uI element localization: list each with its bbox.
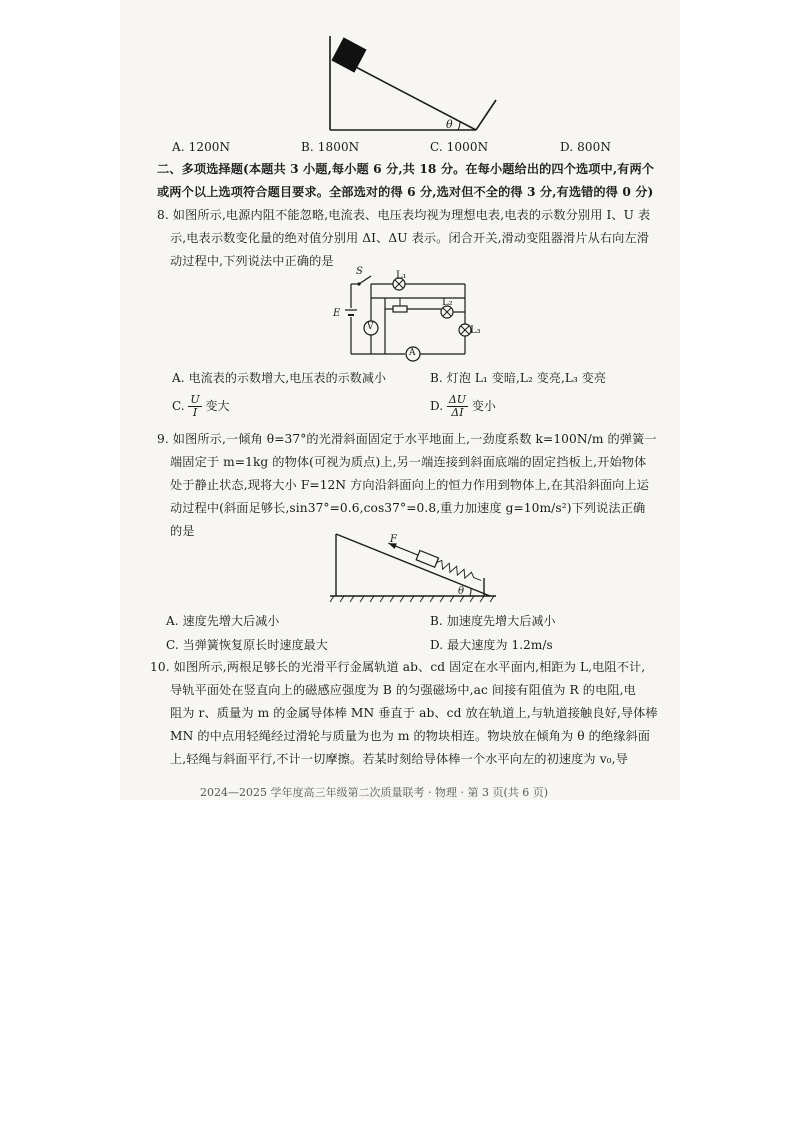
q8-lamp1-label: L₁ — [396, 270, 407, 281]
section2-heading-line1: 二、多项选择题(本题共 3 小题,每小题 6 分,共 18 分。在每小题给出的四个选项中,有两个 — [157, 162, 655, 176]
q8-option-d — [430, 394, 496, 419]
q9-option-b: B. 加速度先增大后减小 — [430, 614, 556, 628]
footer-clip — [160, 778, 640, 799]
q7-option-d: D. 800N — [560, 140, 611, 154]
page-footer: 2024—2025 学年度高三年级第二次质量联考 · 物理 · 第 3 页(共 6 页) — [200, 786, 549, 799]
section2-heading-line2: 或两个以上选项符合题目要求。全部选对的得 6 分,选对但不全的得 3 分,有选错的得 0 分) — [157, 185, 654, 199]
q10-stem-line5: 上,轻绳与斜面平行,不计一切摩擦。若某时刻给导体棒一个水平向左的初速度为 v₀,导 — [170, 752, 628, 766]
q7-option-b: B. 1800N — [301, 140, 360, 154]
q9-option-d: D. 最大速度为 1.2m/s — [430, 638, 553, 652]
q7-incline-figure — [320, 36, 520, 136]
q10-stem-line3: 阻为 r、质量为 m 的金属导体棒 MN 垂直于 ab、cd 放在轨道上,与轨道接触良好,导体棒 — [170, 706, 658, 720]
q9-option-c: C. 当弹簧恢复原长时速度最大 — [166, 638, 328, 652]
q8-option-c — [172, 394, 230, 419]
q8-stem-line1: 8. 如图所示,电源内阻不能忽略,电流表、电压表均视为理想电表,电表的示数分别用 I、U 表 — [157, 208, 651, 222]
q10-stem-line2: 导轨平面处在竖直向上的磁感应强度为 B 的匀强磁场中,ac 间接有阻值为 R 的电阻,电 — [170, 683, 636, 697]
q8-switch-label: S — [356, 266, 363, 277]
q9-stem-line4: 动过程中(斜面足够长,sin37°=0.6,cos37°=0.8,重力加速度 g=10m/s²)下列说法正确 — [170, 501, 646, 515]
q8-lamp3-label: L₃ — [470, 325, 481, 336]
q9-stem-line5: 的是 — [170, 524, 195, 538]
q8-option-d-suffix: 变小 — [471, 399, 496, 413]
q10-stem-line4: MN 的中点用轻绳经过滑轮与质量为也为 m 的物块相连。物块放在倾角为 θ 的绝缘斜面 — [170, 729, 651, 743]
q9-option-a: A. 速度先增大后减小 — [166, 614, 280, 628]
q8-option-c-suffix: 变大 — [205, 399, 230, 413]
q8-lamp2-label: L₂ — [442, 297, 453, 308]
q7-option-a: A. 1200N — [172, 140, 231, 154]
q8-option-c-numerator: U — [190, 393, 200, 406]
q10-stem-line1: 10. 如图所示,两根足够长的光滑平行金属轨道 ab、cd 固定在水平面内,相距为 L,电阻不计, — [150, 660, 646, 674]
q8-voltmeter-label: V — [367, 322, 374, 332]
q8-option-c-fraction — [188, 394, 201, 419]
q7-option-c: C. 1000N — [430, 140, 489, 154]
q8-option-c-denominator: I — [192, 406, 198, 419]
q8-option-d-prefix: D. — [430, 399, 444, 413]
q9-theta-label: θ — [458, 586, 465, 597]
q8-option-c-prefix: C. — [172, 399, 185, 413]
q8-stem-line3: 动过程中,下列说法中正确的是 — [170, 254, 334, 268]
q8-option-a: A. 电流表的示数增大,电压表的示数减小 — [172, 371, 387, 385]
q9-stem-line1: 9. 如图所示,一倾角 θ=37°的光滑斜面固定于水平地面上,一劲度系数 k=100N/m 的弹簧一 — [157, 432, 657, 446]
q9-incline-spring-figure — [330, 528, 500, 608]
q8-option-d-fraction — [447, 394, 468, 419]
q8-option-d-denominator: ΔI — [451, 406, 464, 419]
q9-force-label: F — [390, 534, 397, 545]
q7-theta-label: θ — [446, 118, 453, 131]
q8-battery-label: E — [333, 308, 341, 319]
q9-stem-line3: 处于静止状态,现将大小 F=12N 方向沿斜面向上的恒力作用到物体上,在其沿斜面向上运 — [170, 478, 650, 492]
q8-option-d-numerator: ΔU — [448, 393, 467, 406]
q8-stem-line2: 示,电表示数变化量的绝对值分别用 ΔI、ΔU 表示。闭合开关,滑动变阻器滑片从右向左滑 — [170, 231, 650, 245]
q8-ammeter-label: A — [409, 348, 416, 358]
q8-option-b: B. 灯泡 L₁ 变暗,L₂ 变亮,L₃ 变亮 — [430, 371, 606, 385]
q9-stem-line2: 端固定于 m=1kg 的物体(可视为质点)上,另一端连接到斜面底端的固定挡板上,开始物体 — [170, 455, 647, 469]
